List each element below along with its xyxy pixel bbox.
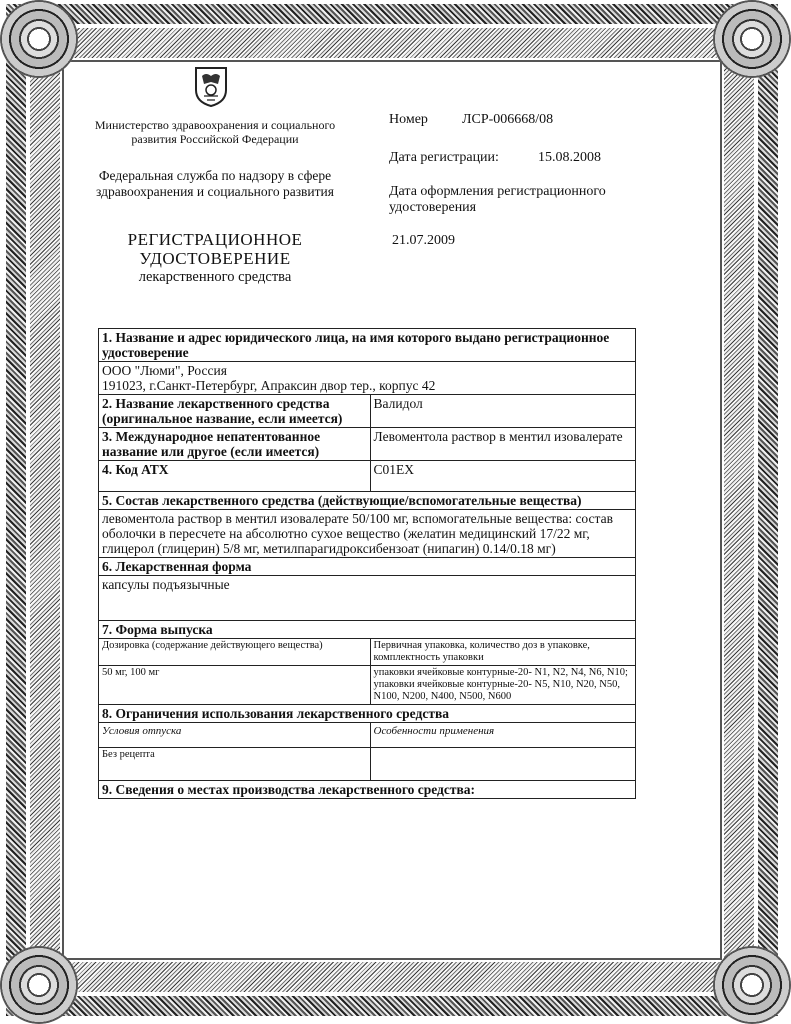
usage-features xyxy=(370,748,635,781)
document-subtitle: лекарственного средства xyxy=(138,269,292,285)
registration-number: ЛСР-006668/08 xyxy=(462,112,554,127)
composition: левоментола раствор в ментил изовалерате 50/100 мг, вспомогательные вещества: состав оболочки в пересчете на абсолютно сухое вещество (желатин медицинский 17/22 мг, глицерол (глицерин) 5/8 мг, метилпарагидроксибензоат (нипагин) 0.14/0.18 мг) xyxy=(99,510,636,558)
section-5-header xyxy=(99,492,636,510)
legal-entity-name: ООО "Люми", Россия xyxy=(102,363,227,378)
section-7-columns xyxy=(99,639,636,666)
corner-rosette xyxy=(713,0,791,78)
packaging-column-header: Первичная упаковка, количество доз в упаковке, комплектность упаковки xyxy=(370,639,635,666)
packaging-option: упаковки ячейковые контурные-20- N1, N2, N4, N6, N10; xyxy=(373,667,628,678)
section-7-body xyxy=(99,666,636,705)
document-title: РЕГИСТРАЦИОННОЕ УДОСТОВЕРЕНИЕ xyxy=(127,230,303,268)
dosage-form: капсулы подъязычные xyxy=(99,576,636,621)
ministry-name: Министерство здравоохранения и социального развития Российской Федерации xyxy=(94,118,336,146)
corner-rosette xyxy=(0,0,78,78)
section-7-title: 7. Форма выпуска xyxy=(99,621,636,639)
corner-rosette xyxy=(713,946,791,1024)
section-3 xyxy=(99,428,636,461)
section-6-header xyxy=(99,558,636,576)
section-1-header xyxy=(99,329,636,362)
section-6-title: 6. Лекарственная форма xyxy=(99,558,636,576)
registration-date-label: Дата регистрации: xyxy=(389,150,499,165)
section-2 xyxy=(99,395,636,428)
issue-date: 21.07.2009 xyxy=(392,233,455,248)
section-8-header xyxy=(99,705,636,723)
section-8-body xyxy=(99,748,636,781)
section-1-title: 1. Название и адрес юридического лица, на имя которого выдано регистрационное удостоверение xyxy=(99,329,636,362)
coat-of-arms-icon xyxy=(190,64,232,108)
service-name: Федеральная служба по надзору в сфере здравоохранения и социального развития xyxy=(96,168,334,199)
section-8-columns xyxy=(99,723,636,748)
usage-features-header: Особенности применения xyxy=(370,723,635,748)
number-label: Номер xyxy=(389,112,428,127)
section-7-header xyxy=(99,621,636,639)
legal-entity-address: 191023, г.Санкт-Петербург, Апраксин двор тер., корпус 42 xyxy=(102,378,436,393)
section-5-title: 5. Состав лекарственного средства (действующие/вспомогательные вещества) xyxy=(99,492,636,510)
atc-code: C01EX xyxy=(370,461,635,492)
drug-name: Валидол xyxy=(370,395,635,428)
section-8-title: 8. Ограничения использования лекарственного средства xyxy=(99,705,636,723)
dosage-value: 50 мг, 100 мг xyxy=(99,666,371,705)
section-9-title: 9. Сведения о местах производства лекарственного средства: xyxy=(99,781,636,799)
corner-rosette xyxy=(0,946,78,1024)
dosage-column-header: Дозировка (содержание действующего вещества) xyxy=(99,639,371,666)
section-2-title: 2. Название лекарственного средства (оригинальное название, если имеется) xyxy=(99,395,371,428)
section-5-body xyxy=(99,510,636,558)
section-3-title: 3. Международное непатентованное название или другое (если имеется) xyxy=(99,428,371,461)
inn-name: Левоментола раствор в ментил изовалерате xyxy=(370,428,635,461)
section-4 xyxy=(99,461,636,492)
dispensing-conditions: Без рецепта xyxy=(99,748,371,781)
issue-date-label: Дата оформления регистрационного удостоверения xyxy=(389,184,606,215)
section-6-body xyxy=(99,576,636,621)
registration-table xyxy=(98,328,636,799)
section-1-body xyxy=(99,362,636,395)
packaging-option: упаковки ячейковые контурные-20- N5, N10, N20, N50, N100, N200, N400, N500, N600 xyxy=(373,679,620,702)
section-4-title: 4. Код АТХ xyxy=(99,461,371,492)
section-9-header xyxy=(99,781,636,799)
dispensing-conditions-header: Условия отпуска xyxy=(99,723,371,748)
registration-date: 15.08.2008 xyxy=(538,150,601,165)
